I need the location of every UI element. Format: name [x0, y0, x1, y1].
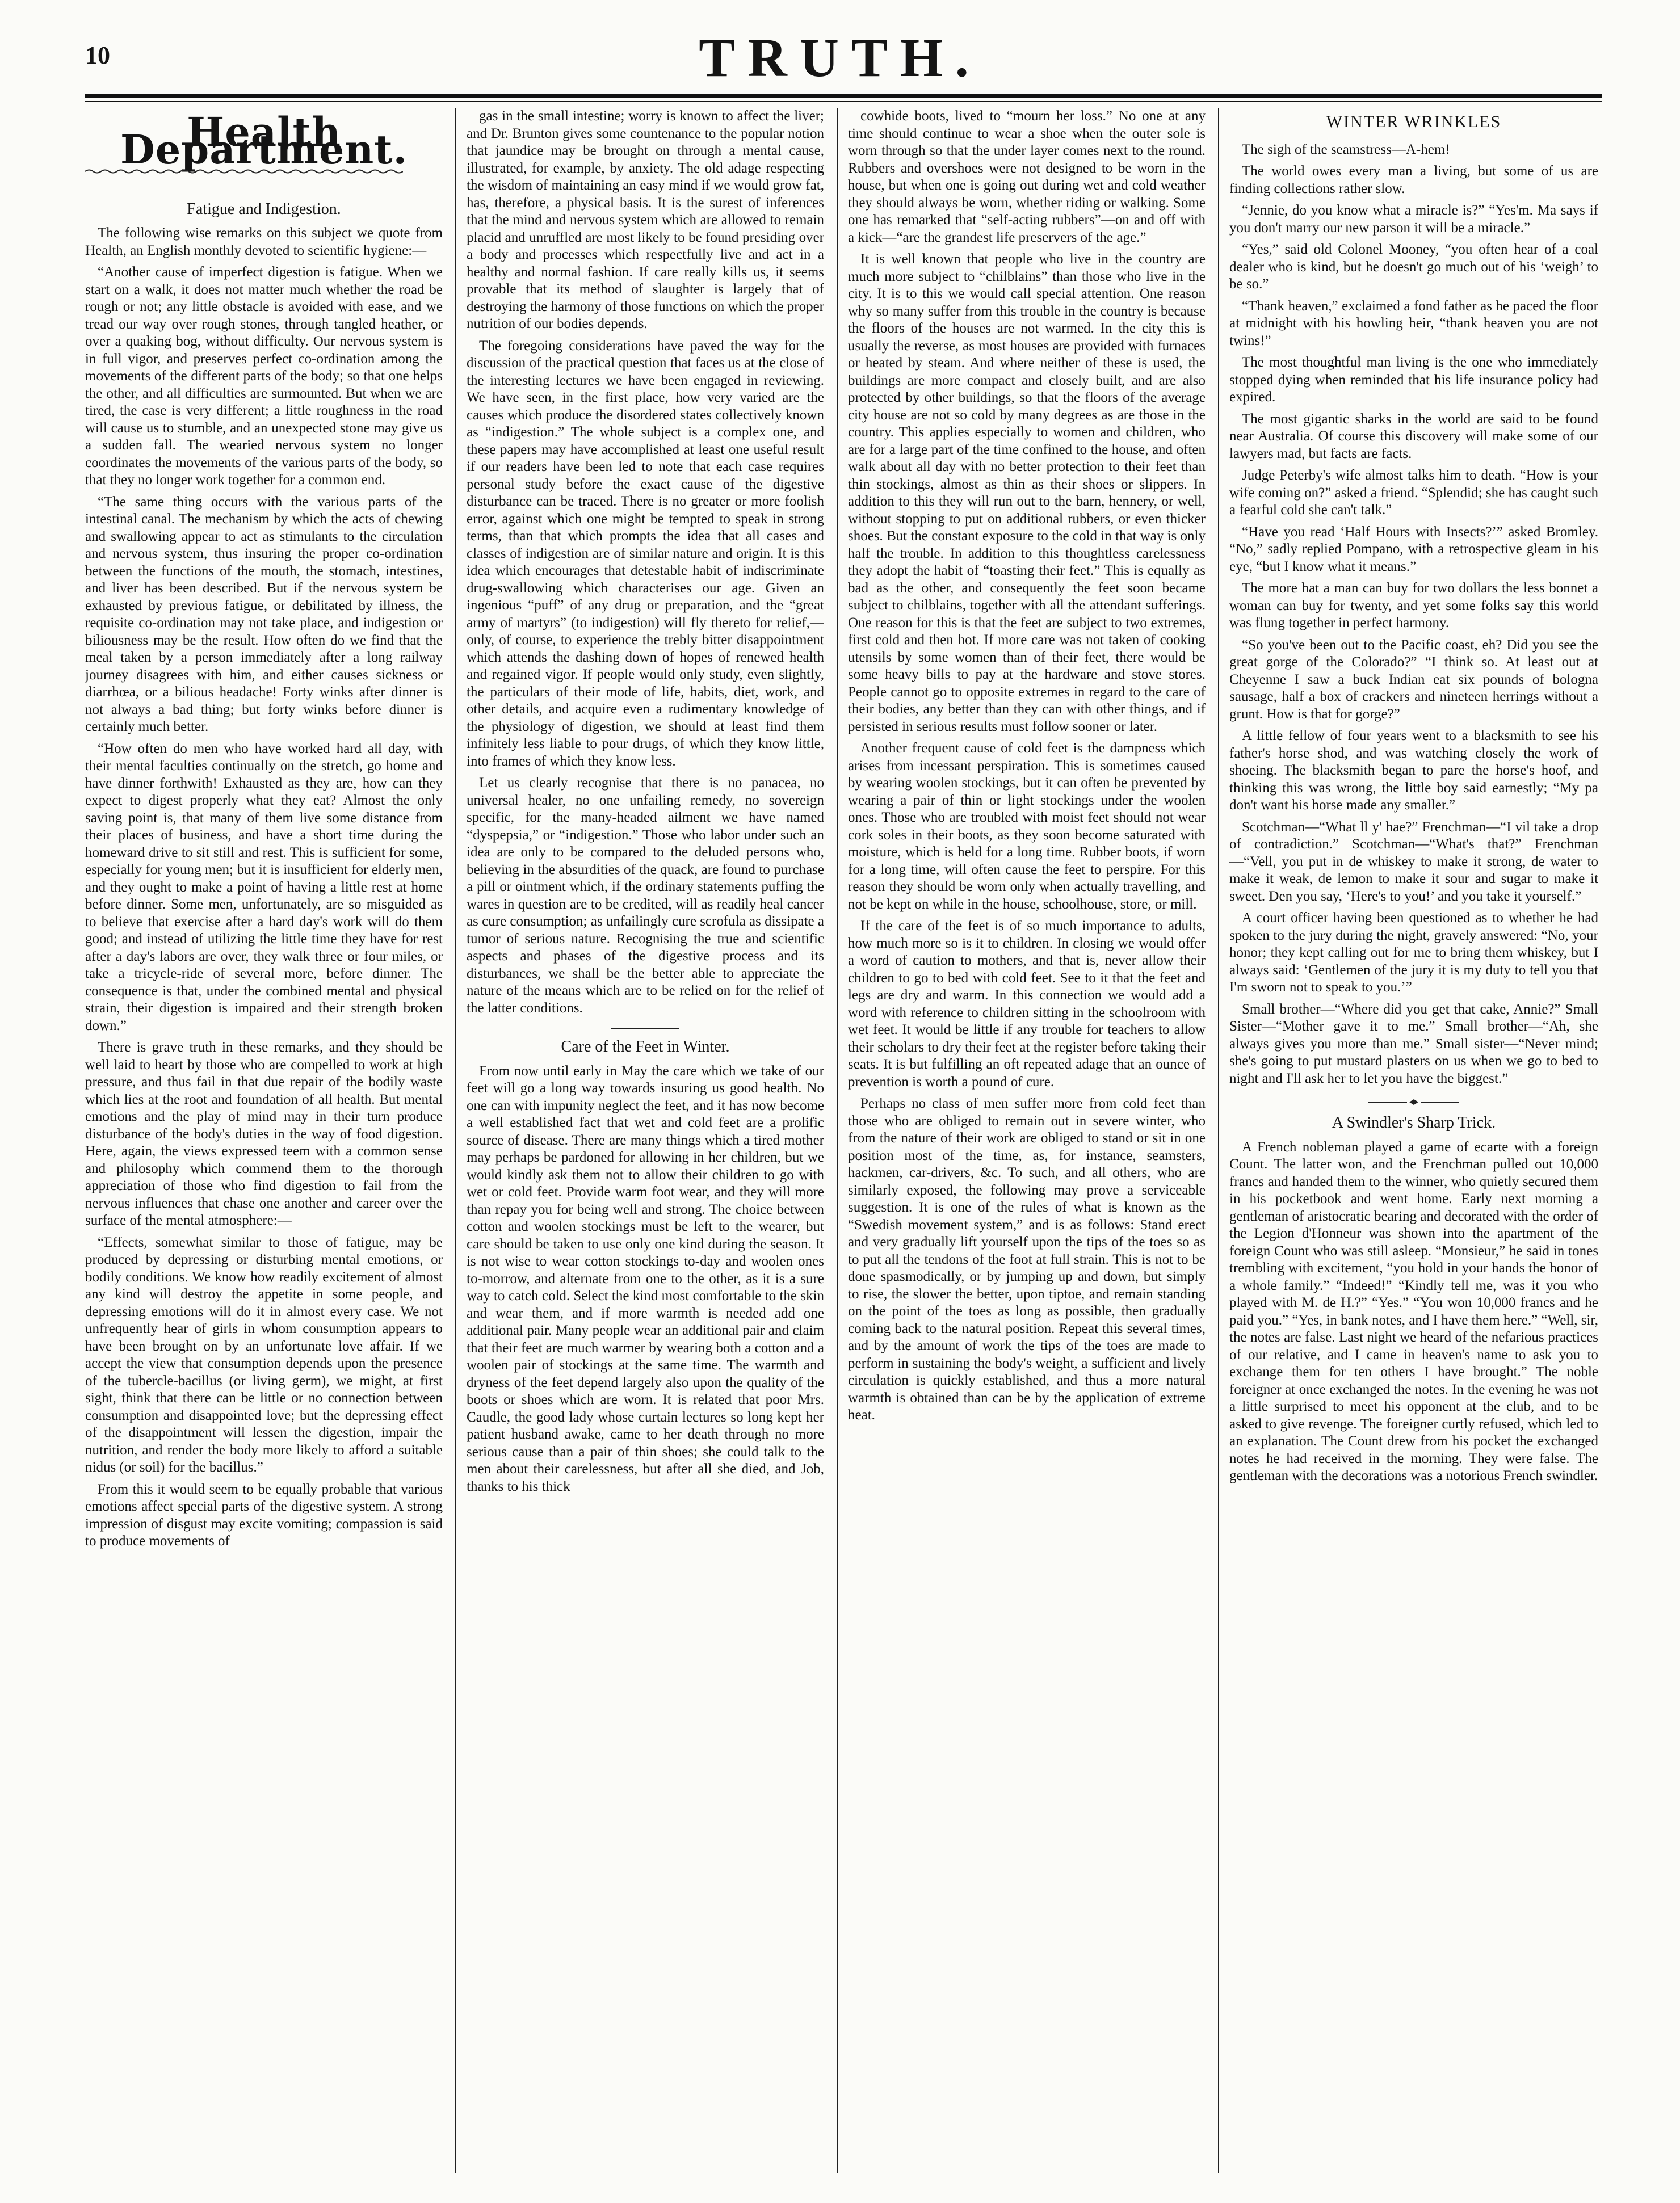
joke-paragraph: The most thoughtful man living is the one who immediately stopped dying when reminded that his life insurance policy had expired. — [1229, 355, 1598, 405]
page-number: 10 — [85, 41, 110, 69]
paragraph: cowhide boots, lived to “mourn her loss.” No one at any time should continue to wear a shoe when the outer sole is worn through so that the under layer comes next to the round. Rubbers and overshoes were not designed to be worn in the house, but when one is going out during wet and cold weather they should always be worn, whether riding or walking. Some one has remarked that “self-acting rubbers”—on and off with a kick—“are the grandest life preservers of the age.” — [848, 108, 1206, 245]
joke-paragraph: The most gigantic sharks in the world are said to be found near Australia. Of course this discovery will make some of our lawyers mad, but facts are facts. — [1229, 411, 1598, 461]
column-1 — [85, 108, 443, 2173]
joke-paragraph: Small brother—“Where did you get that cake, Annie?” Small Sister—“Mother gave it to me.” Small brother—“Ah, she always gives you more than me.” Small sister—“Never mind; she's going to put mustard plasters on us when we go to bed to night and I'll ask her to let you have the biggest.” — [1229, 1001, 1598, 1086]
wavy-rule-ornament — [85, 169, 403, 174]
column-4 — [1229, 108, 1598, 2173]
paragraph: “How often do men who have worked hard all day, with their mental faculties continually on the stretch, go home and have dinner forthwith! Exhausted as they are, how can they expect to digest properly what they eat? Almost the only saving point is, that many of them live some distance from their places of business, and have a short time during the homeward drive to sit still and rest. This is sufficient for some, especially for young men; but it is insufficient for elderly men, and they ought to make a point of having a little rest at home before dinner. Some men, unfortunately, are so misguided as to believe that exercise after a hard day's work will do them good; and instead of utilizing the little time they have for rest after a day's labors are over, they walk three or four miles, or take a tricycle-ride of several more, before dinner. The consequence is that, under the combined mental and physical strain, their digestion is impaired and their strength broken down.” — [85, 741, 443, 1033]
joke-paragraph: A little fellow of four years went to a blacksmith to see his father's horse shod, and was watching closely the work of shoeing. The blacksmith began to pare the horse's hoof, and thinking this was wrong, the little boy said earnestly; “My pa don't want his horse made any smaller.” — [1229, 728, 1598, 813]
paragraph: “The same thing occurs with the various parts of the intestinal canal. The mechanism by which the acts of chewing and swallowing appear to act as stimulants to the circulation and nervous system, thus insuring the proper co-ordination between the functions of the mouth, the stomach, intestines, and liver has been described. But if the nervous system be exhausted by previous fatigue, or debilitated by illness, the requisite co-ordination may not take place, and indigestion or biliousness may be the result. How often do we find that the meal taken by a person immediately after a long railway journey disagrees with him, and either causes sickness or diarrhœa, or a bilious headache! Forty winks after dinner is not always a bad thing; but forty winks before dinner is certainly much better. — [85, 494, 443, 734]
paragraph: gas in the small intestine; worry is known to affect the liver; and Dr. Brunton gives some countenance to the popular notion that jaundice may be brought on through a mental cause, illustrated, for example, by anxiety. The old adage respecting the wisdom of maintaining an easy mind if we would grow fat, has, therefore, a physical basis. It is the surest of inferences that the mind and nervous system which are allowed to remain placid and unruffled are most likely to be found presiding over a body and processes which respectfully live and act in a healthy and normal fashion. If care really kills us, it seems provable that its method of slaughter is largely that of destroying the harmony of those functions on which the proper nutrition of our bodies depends. — [467, 108, 824, 331]
section-title-winter-wrinkles: WINTER WRINKLES — [1326, 112, 1502, 131]
masthead-rule-thin — [85, 101, 1602, 102]
dash-ornament — [1368, 1099, 1459, 1105]
article-title-care-of-feet: Care of the Feet in Winter. — [561, 1038, 730, 1056]
joke-paragraph: “Have you read ‘Half Hours with Insects?’” asked Bromley. “No,” sadly replied Pompano, with a retrospective gleam in his eye, “but I know what it means.” — [1229, 524, 1598, 574]
paragraph: It is well known that people who live in the country are much more subject to “chilblains” than those who live in the city. It is to this we would call special attention. One reason why so many suffer from this trouble in the country is because the floors of the houses are not warmed. In the city this is usually the reverse, as most houses are provided with furnaces or heated by steam. And where neither of these is used, the buildings are more compact and closely built, and are also protected by other buildings, so that the floors of the average city house are not so cold by many degrees as are those in the country. This applies especially to women and children, who are for a large part of the time confined to the house, and often walk about all day with no better protection to their feet than thin stockings, almost as thin as their shoes or slippers. In addition to this they will run out to the barn, hennery, or well, without stopping to put on additional rubbers, or even thicker shoes. But the constant exposure to the cold in that way is only half the trouble. In addition to this thoughtless carelessness they adopt the habit of “toasting their feet.” This is equally as bad as the other, and consequently the feet soon became subject to chilblains, together with all the attendant sufferings. One reason for this is that the feet are subject to two extremes, first cold and then hot. If more care was not taken of cooking utensils by some women than of their feet, there would be some heavy bills to pay at the hardware and stove stores. People cannot go to opposite extremes in regard to the care of their bodies, any better than they can with other things, and if persisted in serious results must follow sooner or later. — [848, 251, 1206, 734]
column-rule — [455, 108, 456, 2173]
paragraph: “Effects, somewhat similar to those of fatigue, may be produced by depressing or disturbing mental emotions, or bodily conditions. We know how readily excitement of almost any kind will destroy the appetite in some people, and depressing emotions will do it in almost every case. We not unfrequently hear of girls in whom consumption appears to have been brought on by an unfortunate love affair. If we accept the view that consumption depends upon the presence of the tubercle-bacillus (or living germ), we might, at first sight, think that there can be little or no connection between consumption and disappointed love; but the depressing effect of the disappointment will lessen the digestion, impair the nutrition, and render the body more likely to afford a suitable nidus (or soil) for the bacillus.” — [85, 1234, 443, 1475]
column-rule — [1218, 108, 1219, 2173]
article-title-swindler: A Swindler's Sharp Trick. — [1332, 1114, 1496, 1132]
paragraph: If the care of the feet is of so much importance to adults, how much more so is it to children. In closing we would offer a word of caution to mothers, and that is, never allow their children to go to bed with cold feet. See to it that the feet and legs are dry and warm. In this connection we would add a word with reference to children sitting in the schoolroom with wet feet. It would be little if any trouble for teachers to allow their scholars to dry their feet at the register before taking their seats. It is but fulfilling an oft repeated adage that an ounce of prevention is worth a pound of cure. — [848, 918, 1206, 1090]
column-3 — [848, 108, 1206, 2173]
paragraph: “Another cause of imperfect digestion is fatigue. When we start on a walk, it does not matter much whether the road be rough or not; any little obstacle is avoided with ease, and we tread our way over rough stones, through tangled heather, or over a quaking bog, without difficulty. Our nervous system is in full vigor, and preserves perfect co-ordination among the movements of the different parts of the body; so that one helps the other, and all difficulties are surmounted. But when we are tired, the case is very different; a little roughness in the road will cause us to stumble, and an unexpected stone may give us a sudden fall. The wearied nervous system no longer coordinates the movements of the various parts of the body, so that they no longer work together for a common end. — [85, 264, 443, 487]
paragraph: From now until early in May the care which we take of our feet will go a long way towards insuring us good health. No one can with impunity neglect the feet, and it has now become a well established fact that wet and cold feet are a prolific source of disease. There are many things which a tired mother may perhaps be pardoned for allowing in her children, but we would kindly ask them not to allow their children to go with wet or cold feet. Provide warm foot wear, and they will more than repay you for being well and strong. The choice between cotton and woolen stockings must be left to the wearer, but care should be taken to use only one kind during the season. It is not wise to wear cotton stockings to-day and woolen ones to-morrow, and alternate from one to the other, as it is a sure way to catch cold. Select the kind most comfortable to the skin and wear them, and if more warmth is needed add one additional pair. Many people wear an additional pair and claim that their feet are much warmer by wearing both a cotton and a woolen pair of stockings at the same time. The warmth and dryness of the feet depend largely also upon the quality of the boots or shoes which are worn. It is related that poor Mrs. Caudle, the good lady whose curtain lectures so long kept her patient husband awake, came to her death through no more serious cause than a pair of thin shoes; she could talk to the men about their carelessness, but after all she died, and Job, thanks to his thick — [467, 1063, 824, 1494]
article-title-fatigue: Fatigue and Indigestion. — [187, 200, 341, 218]
column-2 — [467, 108, 824, 2173]
joke-paragraph: The more hat a man can buy for two dollars the less bonnet a woman can buy for twenty, and yet some folks say this world was flung together in perfect harmony. — [1229, 581, 1598, 630]
paragraph: From this it would seem to be equally probable that various emotions affect special parts of the digestive system. A strong impression of disgust may excite vomiting; compassion is said to produce movements of — [85, 1481, 443, 1549]
joke-paragraph: Judge Peterby's wife almost talks him to death. “How is your wife coming on?” asked a friend. “Splendid; she has caught such a fearful cold she can't talk.” — [1229, 468, 1598, 518]
paragraph: Let us clearly recognise that there is no panacea, no universal healer, no one unfailing remedy, no sovereign specific, for the many-headed ailment we have named “dyspepsia,” or “indigestion.” Those who labor under such an idea are only to be compared to the deluded persons who, believing in the absurdities of the quack, are found to purchase a pill or ointment which, if the ordinary statements puffing the wares in question are to be credited, will as readily heal cancer as cure consumption; as unfailingly cure scrofula as dissipate a tumor of serious nature. Recognising the true and scientific aspects and phases of the digestive process and its disturbances, we shall be the better able to appreciate the nature of the means which are to be relied on for the relief of the latter conditions. — [467, 775, 824, 1016]
paragraph: Perhaps no class of men suffer more from cold feet than those who are obliged to remain out in severe winter, who from the nature of their work are obliged to stand or sit in one position most of the time, as, for instance, seamsters, hackmen, car-drivers, &c. To such, and all others, who are similarly exposed, the following may prove a serviceable suggestion. It is one of the rules of what is known as the “Swedish movement system,” and is as follows: Stand erect and very gradually lift yourself upon the tips of the toes so as to put all the tendons of the foot at full strain. This is not to be done spasmodically, or by jumping up and down, but simply to rise, the slower the better, upon tiptoe, and remain standing on the point of the toes as long as possible, then gradually coming back to the natural position. Repeat this several times, and by the amount of work the tips of the toes are made to perform in sustaining the body's weight, a sufficient and lively circulation is quickly established, and thus a more natural warmth is obtained than can be by the application of extreme heat. — [848, 1096, 1206, 1423]
masthead: TRUTH. — [699, 27, 981, 88]
column-rule — [837, 108, 838, 2173]
masthead-rule-thick — [85, 94, 1602, 98]
joke-paragraph: The world owes every man a living, but some of us are finding collections rather slow. — [1229, 163, 1598, 196]
joke-paragraph: A court officer having been questioned as to whether he had spoken to the jury during the night, gravely answered: “No, your honor; they kept calling out for me to bring them whiskey, but I always said: ‘Gentlemen of the jury it is my duty to tell you that I'm sworn not to speak to you.’” — [1229, 910, 1598, 995]
paragraph: The following wise remarks on this subject we quote from Health, an English monthly devoted to scientific hygiene:— — [85, 225, 443, 258]
paragraph: The foregoing considerations have paved the way for the discussion of the practical question that faces us at the close of the interesting lectures we have been engaged in reviewing. We have seen, in the first place, how very varied are the causes which produce the disordered states collectively known as “indigestion.” The whole subject is a complex one, and these papers may have accomplished at least one useful result if our readers have been led to note that each case requires personal study before the exact cause of the digestive disturbance can be traced. There is no greater or more foolish error, against which one might be tempted to speak in strong terms, than that which prompts the idea that all cases and classes of indigestion are of similar nature and origin. It is this idea which encourages that detestable habit of indiscriminate drug-swallowing which characterises our age. Given an ingenious “puff” of any drug or preparation, and the “great army of martyrs” (to indigestion) will fly thereto for relief,—only, of course, to experience the trebly bitter disappointment which attends the dashing down of hopes of renewed health and regained vigor. If people would only study, even slightly, the particulars of their mode of life, habits, diet, work, and other details, and acquire even a rudimentary knowledge of the physiology of digestion, we should at least find them infinitely less liable to pour drugs, of which they know little, into frames of which they know less. — [467, 338, 824, 769]
article-divider — [611, 1028, 679, 1029]
joke-paragraph: “Thank heaven,” exclaimed a fond father as he paced the floor at midnight with his howling heir, “thank heaven you are not twins!” — [1229, 298, 1598, 348]
joke-paragraph: “Yes,” said old Colonel Mooney, “you often hear of a coal dealer who is kind, but he doesn't go much out of his ‘weigh’ to be so.” — [1229, 242, 1598, 292]
section-title-health-department: Health Department. — [120, 108, 408, 173]
paragraph: Another frequent cause of cold feet is the dampness which arises from incessant perspiration. This is sometimes caused by wearing woolen stockings, but it can often be prevented by wearing a pair of thin or light stockings under the woolen ones. Those who are troubled with moist feet should not wear cork soles in their boots, as they soon become saturated with moisture, which is held for a long time. Rubber boots, if worn for a long time, will often cause the feet to perspire. For this reason they should be worn only when actually travelling, and not be kept on while in the house, schoolhouse, store, or mill. — [848, 741, 1206, 912]
joke-paragraph: The sigh of the seamstress—A-hem! — [1242, 141, 1450, 157]
paragraph: There is grave truth in these remarks, and they should be well laid to heart by those who are compelled to work at high pressure, and thus fail in that due repair of the bodily waste which lies at the root and foundation of all health. But mental emotions and the play of mind may in their turn produce disturbance of the body's duties in the way of food digestion. Here, again, the views expressed teem with a common sense and philosophy which commend them to the thorough appreciation of those who find digestion to fail from the nervous influences that chase one another and career over the surface of the mental atmosphere:— — [85, 1040, 443, 1228]
paragraph: A French nobleman played a game of ecarte with a foreign Count. The latter won, and the Frenchman pulled out 10,000 francs and handed them to the winner, who quietly secured them in his pocketbook and went home. Early next morning a gentleman of aristocratic bearing and decorated with the order of the Legion d'Honneur was shown into the apartment of the foreign Count who was still asleep. “Monsieur,” he said in tones trembling with excitement, “you hold in your hands the honor of a whole family.” “Indeed!” “Kindly tell me, was it you who played with M. de H.?” “Yes.” “You won 10,000 francs and he paid you.” “Yes, in bank notes, and I have them here.” “Well, sir, the notes are false. Last night we heard of the nefarious practices of our relative, and I came in heaven's name to ask you to exchange them for ten others I have brought.” The noble foreigner at once exchanged the notes. In the evening he was not a little surprised to meet his opponent at the club, and to be asked to give revenge. The foreigner curtly refused, which led to an explanation. The Count drew from his pocket the exchanged notes he had received in the morning. They were false. The gentleman with the decorations was a notorious French swindler. — [1229, 1139, 1598, 1483]
joke-paragraph: Scotchman—“What ll y' hae?” Frenchman—“I vil take a drop of contradiction.” Scotchman—“What's that?” Frenchman—“Vell, you put in de whiskey to make it strong, de water to make it weak, de lemon to make it sour and sugar to make it sweet. Den you say, ‘Here's to you!’ and you take it yourself.” — [1229, 819, 1598, 904]
joke-paragraph: “Jennie, do you know what a miracle is?” “Yes'm. Ma says if you don't marry our new parson it will be a miracle.” — [1229, 203, 1598, 236]
joke-paragraph: “So you've been out to the Pacific coast, eh? Did you see the great gorge of the Colorado?” “I think so. At least out at Cheyenne I saw a buck Indian eat six pounds of bologna sausage, half a box of crackers and nineteen herrings without a grunt. How is that for gorge?” — [1229, 637, 1598, 722]
